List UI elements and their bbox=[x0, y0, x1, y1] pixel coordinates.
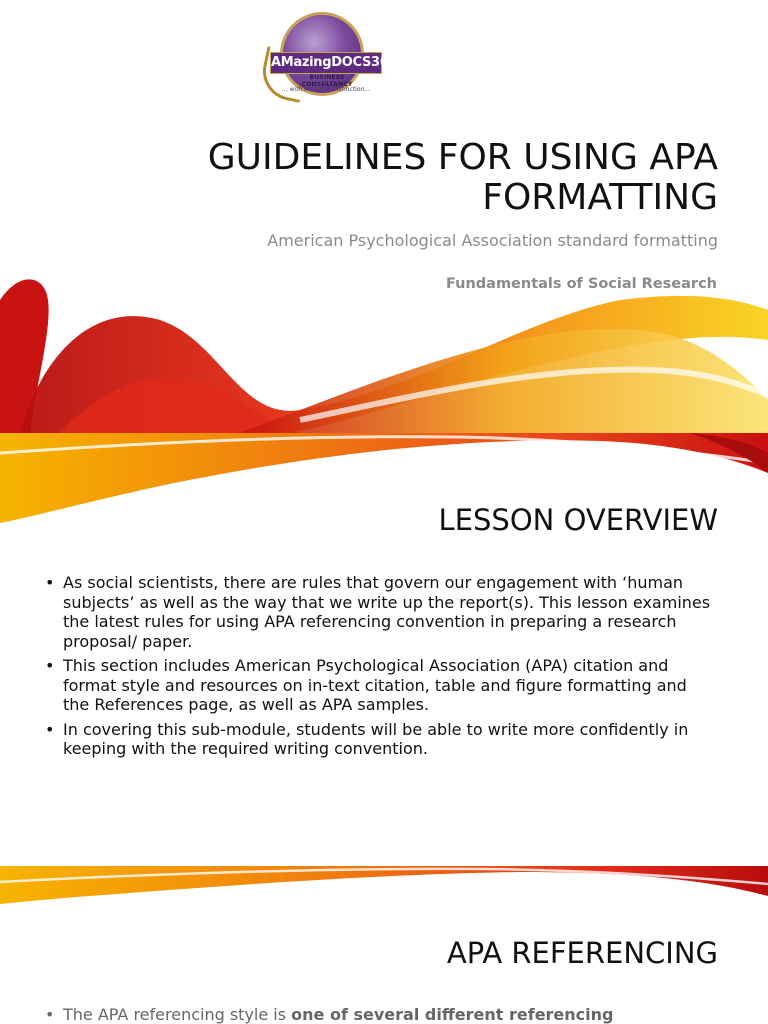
bullet-icon: • bbox=[45, 656, 55, 675]
swoosh-decoration bbox=[0, 866, 768, 926]
logo-name: AMazingDOCS365 bbox=[270, 52, 382, 74]
list-item bbox=[44, 720, 714, 759]
bullet-icon: • bbox=[45, 1005, 55, 1024]
list-item bbox=[44, 573, 714, 651]
bullet-list bbox=[44, 1005, 714, 1024]
lesson-overview-slide bbox=[0, 433, 768, 866]
section-heading: APA REFERENCING bbox=[446, 936, 718, 970]
bullet-icon: • bbox=[45, 719, 55, 739]
slide-subtitle: American Psychological Association standard formatting bbox=[267, 231, 718, 250]
company-logo bbox=[258, 10, 398, 122]
section-heading: LESSON OVERVIEW bbox=[438, 503, 718, 537]
logo-subtitle: BUSINESS CONSULTANCY bbox=[301, 74, 353, 88]
course-name: Fundamentals of Social Research bbox=[445, 276, 717, 292]
bullet-icon: • bbox=[45, 573, 55, 592]
apa-referencing-slide bbox=[0, 866, 768, 1024]
list-item bbox=[44, 656, 714, 715]
bullet-text: In covering this sub-module, students will be able to write more confidently in keeping with the required writing convention. bbox=[63, 719, 689, 758]
title-slide bbox=[0, 0, 768, 433]
bullet-text: This section includes American Psychological Association (APA) citation and format style and resources on in-text citation, table and figure formatting and the References page, as well as APA samples. bbox=[63, 656, 687, 714]
slide-title: GUIDELINES FOR USING APA FORMATTING bbox=[207, 137, 718, 218]
list-item bbox=[44, 1005, 714, 1024]
logo-tagline: ... with Amazing Distinction... bbox=[282, 86, 370, 93]
bullet-text: The APA referencing style is bbox=[63, 1005, 292, 1024]
bullet-list bbox=[44, 573, 714, 764]
bullet-text: As social scientists, there are rules that govern our engagement with ‘human subjects’ as well as the way that we write up the report(s). This lesson examines the latest rules for using APA referencing convention in preparing a research proposal/ paper. bbox=[63, 573, 711, 651]
bullet-text-bold: one of several different referencing bbox=[291, 1005, 614, 1024]
